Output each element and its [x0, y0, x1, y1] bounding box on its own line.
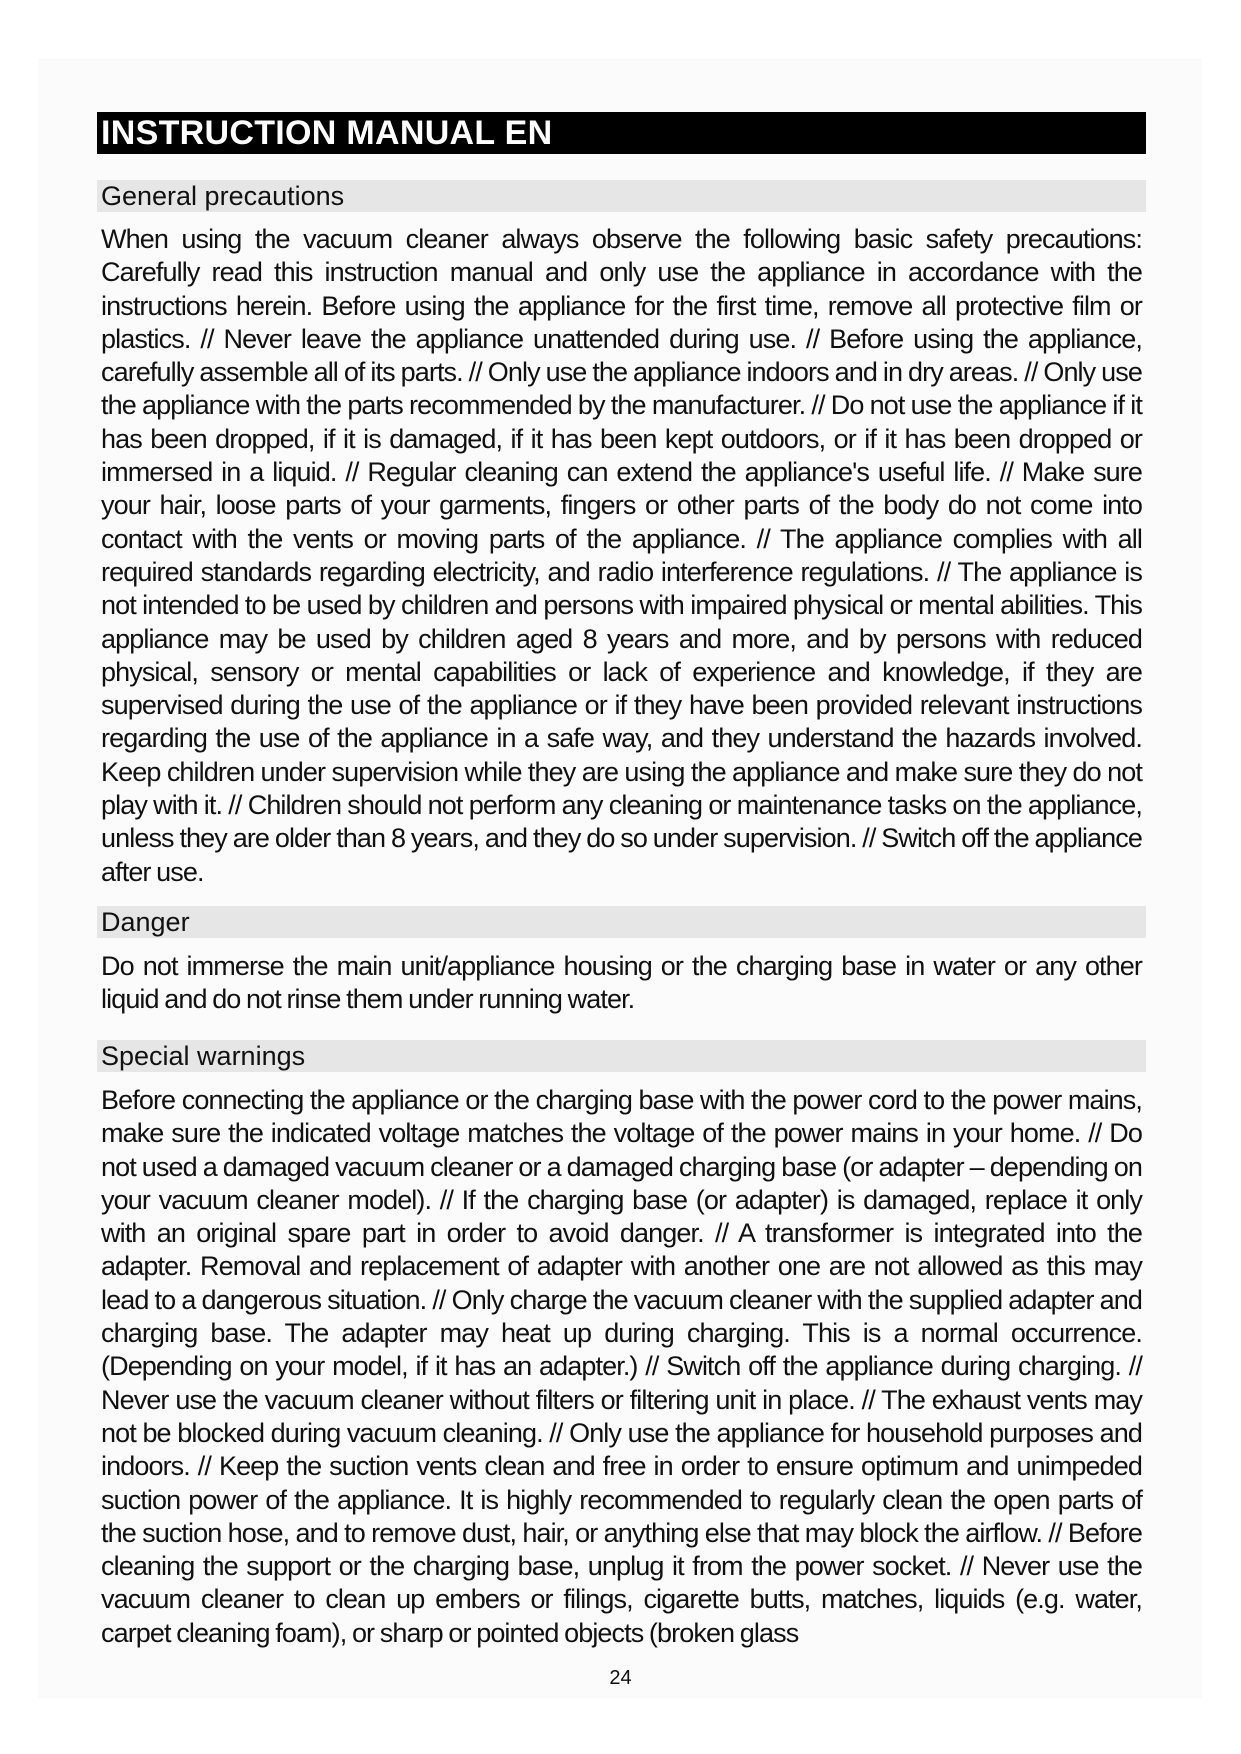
section-text-special-warnings: Before connecting the appliance or the charging base with the power cord to the power mains, make sure the indicated voltage matches the voltage of the power mains in your home. // Do not used a damaged vacuum cleaner or a damaged charging base (or adapter – depending on your vacuum cleaner model). // If the charging base (or adapter) is damaged, replace it only with an original spare part in order to avoid danger. // A transformer is integrated into the adapter. Removal and replacement of adapter with another one are not allowed as this may lead to a dangerous situation. // Only charge the vacuum cleaner with the supplied adapter and charging base. The adapter may heat up during charging. This is a normal occurrence. (Depending on your model, if it has an adapter.) // Switch off the appliance during charging. // Never use the vacuum cleaner without filters or filtering unit in place. // The exhaust vents may not be blocked during vacuum cleaning. // Only use the appliance for household purposes and indoors. // Keep the suction vents clean and free in order to ensure optimum and unimpeded suction power of the appliance. It is highly recommended to regularly clean the open parts of the suction hose, and to remove dust, hair, or anything else that may block the airflow. // Before cleaning the support or the charging base, unplug it from the power socket. // Never use the vacuum cleaner to clean up embers or filings, cigarette butts, matches, liquids (e.g. water, carpet cleaning foam), or sharp or pointed objects (broken glass: [101, 1085, 1142, 1648]
section-text-danger: Do not immerse the main unit/appliance housing or the charging base in water or any other liquid and do not rinse them under running water.: [101, 951, 1142, 1015]
section-heading-danger: Danger: [97, 906, 1146, 938]
manual-title: INSTRUCTION MANUAL EN: [97, 112, 1146, 154]
page-number: 24: [609, 1667, 632, 1689]
section-heading-general-precautions: General precautions: [97, 180, 1146, 212]
section-text-general-precautions: When using the vacuum cleaner always observe the following basic safety precautions: Carefully read this instruction manual and only use the appliance in accordance with the instructions herein. Before using the appliance for the first time, remove all protective film or plastics. // Never leave the appliance unattended during use. // Before using the appliance, carefully assemble all of its parts. // Only use the appliance indoors and in dry areas. // Only use the appliance with the parts recommended by the manufacturer. // Do not use the appliance if it has been dropped, if it is damaged, if it has been kept outdoors, or if it has been dropped or immersed in a liquid. // Regular cleaning can extend the appliance's useful life. // Make sure your hair, loose parts of your garments, fingers or other parts of the body do not come into contact with the vents or moving parts of the appliance. // The appliance complies with all required standards regarding electricity, and radio interference regulations. // The appliance is not intended to be used by children and persons with impaired physical or mental abilities. This appliance may be used by children aged 8 years and more, and by persons with reduced physical, sensory or mental capabilities or lack of experience and knowledge, if they are supervised during the use of the appliance or if they have been provided relevant instructions regarding the use of the appliance in a safe way, and they understand the hazards involved. Keep children under supervision while they are using the appliance and make sure they do not play with it. // Children should not perform any cleaning or maintenance tasks on the appliance, unless they are older than 8 years, and they do so under supervision. // Switch off the appliance after use.: [101, 224, 1142, 887]
section-heading-special-warnings: Special warnings: [97, 1040, 1146, 1072]
